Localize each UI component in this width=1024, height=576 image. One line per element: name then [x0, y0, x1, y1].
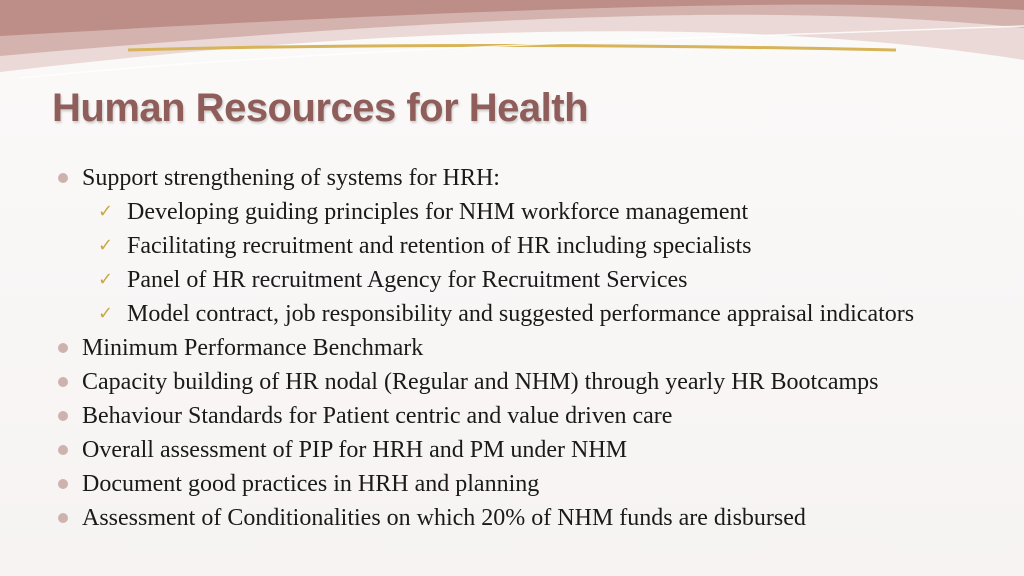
- circle-bullet-icon: [58, 173, 68, 183]
- circle-bullet-icon: [58, 479, 68, 489]
- bullet-text: Behaviour Standards for Patient centric and value driven care: [82, 403, 673, 429]
- checkmark-icon: ✓: [98, 269, 114, 290]
- header-decoration: [0, 0, 1024, 100]
- circle-bullet-icon: [58, 411, 68, 421]
- sub-list: [54, 195, 998, 331]
- bullet-item-hrh-systems: [54, 161, 998, 195]
- bullet-text: Document good practices in HRH and planning: [82, 471, 540, 497]
- circle-bullet-icon: [58, 513, 68, 523]
- sub-item-text: Panel of HR recruitment Agency for Recruitment Services: [127, 267, 688, 293]
- sub-list-container: [54, 195, 998, 331]
- bullet-item: [54, 501, 998, 535]
- page-title: Human Resources for Health: [52, 86, 589, 130]
- bullet-text: Minimum Performance Benchmark: [82, 335, 424, 361]
- sub-item: [54, 195, 998, 229]
- bullet-item: [54, 399, 998, 433]
- sub-item: [54, 263, 998, 297]
- sub-item-text: Model contract, job responsibility and suggested performance appraisal indicators: [127, 301, 915, 327]
- sub-item-text: Facilitating recruitment and retention of HR including specialists: [127, 233, 752, 259]
- sub-item-text: Developing guiding principles for NHM workforce management: [127, 199, 749, 225]
- bullet-text: Overall assessment of PIP for HRH and PM under NHM: [82, 437, 628, 463]
- checkmark-icon: ✓: [98, 201, 114, 222]
- bullet-text: Assessment of Conditionalities on which 20% of NHM funds are disbursed: [82, 505, 806, 531]
- sub-item: [54, 229, 998, 263]
- bullet-item: [54, 433, 998, 467]
- bullet-text: Support strengthening of systems for HRH:: [82, 165, 500, 191]
- bullet-item: [54, 331, 998, 365]
- circle-bullet-icon: [58, 343, 68, 353]
- bullet-item: [54, 467, 998, 501]
- bullet-item: [54, 365, 998, 399]
- bullet-list: [54, 161, 998, 535]
- circle-bullet-icon: [58, 445, 68, 455]
- bullet-text: Capacity building of HR nodal (Regular and NHM) through yearly HR Bootcamps: [82, 369, 879, 395]
- checkmark-icon: ✓: [98, 235, 114, 256]
- checkmark-icon: ✓: [98, 303, 114, 324]
- circle-bullet-icon: [58, 377, 68, 387]
- sub-item: [54, 297, 998, 331]
